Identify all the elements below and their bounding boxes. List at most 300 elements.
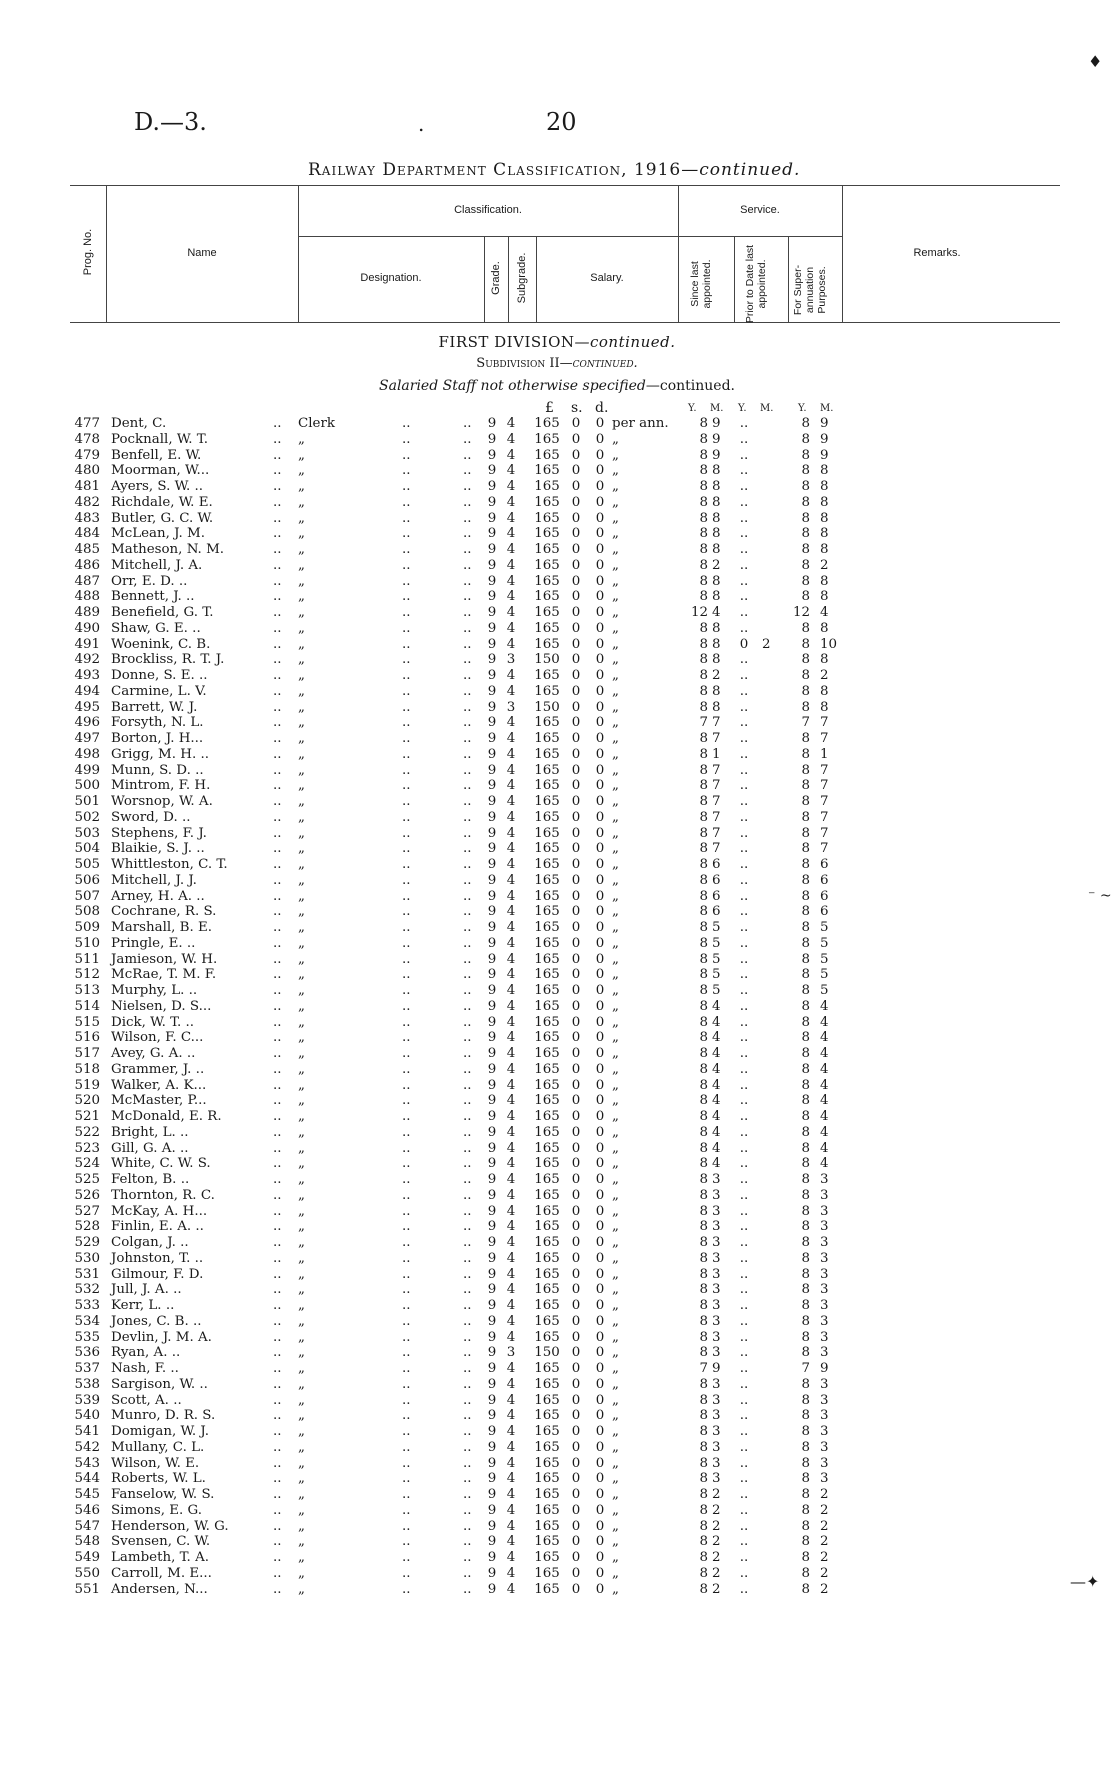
row-since-years: 8 [699,510,708,526]
leader-dots: .. [273,652,282,668]
row-salary-pounds: 165 [534,1014,560,1030]
row-grade: 9 [487,1093,497,1109]
row-since-years: 8 [699,652,708,668]
row-number: 539 [74,1392,100,1408]
row-since-months: 9 [712,1361,721,1376]
row-salary-shillings: 0 [571,447,581,463]
row-salary-period: „ [612,652,619,668]
row-salary-shillings: 0 [571,794,581,809]
leader-dots: .. [463,1140,472,1156]
table-row [0,967,1114,983]
row-since-years: 8 [699,794,708,809]
leader-dots: .. [273,746,282,762]
table-row [0,1440,1114,1456]
row-since-years: 7 [699,715,708,731]
row-salary-shillings: 0 [571,1329,581,1345]
row-number: 550 [74,1565,100,1581]
row-salary-pounds: 165 [534,447,560,463]
leader-dots: .. [402,589,411,605]
row-super-years: 8 [801,872,810,888]
row-super-months: 3 [820,1455,829,1471]
row-subgrade: 4 [506,1124,516,1140]
row-salary-period: „ [612,1219,619,1235]
row-subgrade: 4 [506,1172,516,1187]
row-grade: 9 [487,998,497,1014]
row-salary-period: „ [612,1581,619,1597]
row-number: 490 [74,620,100,636]
table-row [0,1424,1114,1440]
row-super-years: 8 [801,1376,810,1392]
row-designation: „ [298,998,305,1014]
leader-dots: .. [463,1109,472,1124]
row-prior-years: .. [739,1471,749,1487]
row-designation: „ [298,1345,305,1361]
row-since-months: 7 [712,778,721,794]
row-salary-shillings: 0 [571,1093,581,1109]
row-subgrade: 4 [506,951,516,967]
table-row [0,432,1114,448]
row-since-years: 8 [699,1408,708,1424]
row-salary-pounds: 165 [534,841,560,857]
row-salary-pence: 0 [595,620,605,636]
leader-dots: .. [463,1345,472,1361]
row-salary-pounds: 165 [534,1518,560,1534]
leader-dots: .. [463,951,472,967]
leader-dots: .. [402,463,411,479]
row-subgrade: 4 [506,1408,516,1424]
row-salary-pounds: 165 [534,935,560,951]
leader-dots: .. [273,620,282,636]
row-grade: 9 [487,1439,497,1455]
row-salary-shillings: 0 [571,809,581,825]
table-row [0,936,1114,952]
row-since-months: 3 [712,1439,721,1455]
leader-dots: .. [463,605,472,620]
row-number: 515 [74,1014,100,1030]
row-salary-period: „ [612,1250,619,1266]
table-row [0,700,1114,716]
row-subgrade: 4 [506,1439,516,1455]
leader-dots: .. [273,762,282,778]
leader-dots: .. [273,1581,282,1597]
row-prior-years: .. [739,668,749,683]
row-since-years: 8 [699,1439,708,1455]
row-grade: 9 [487,983,497,998]
leader-dots: .. [463,1077,472,1093]
leader-dots: .. [402,1046,411,1061]
row-salary-pounds: 165 [534,746,560,762]
leader-dots: .. [463,1282,472,1298]
row-since-years: 8 [699,1014,708,1030]
table-row [0,1393,1114,1409]
leader-dots: .. [463,1502,472,1518]
table-row [0,1582,1114,1598]
row-super-months: 3 [820,1172,829,1187]
row-salary-pounds: 165 [534,431,560,447]
row-salary-pence: 0 [595,1109,605,1124]
table-row [0,1471,1114,1487]
leader-dots: .. [402,1250,411,1266]
row-since-months: 5 [712,951,721,967]
row-designation: „ [298,526,305,542]
row-salary-shillings: 0 [571,1203,581,1219]
row-salary-period: „ [612,1187,619,1203]
row-salary-period: „ [612,447,619,463]
row-salary-pence: 0 [595,935,605,951]
leader-dots: .. [463,1408,472,1424]
row-designation: „ [298,983,305,998]
row-since-months: 4 [712,1109,721,1124]
row-salary-pence: 0 [595,825,605,841]
row-salary-pence: 0 [595,1439,605,1455]
row-subgrade: 4 [506,920,516,935]
row-salary-pence: 0 [595,809,605,825]
leader-dots: .. [402,1471,411,1487]
row-super-months: 6 [820,857,829,872]
leader-dots: .. [402,573,411,589]
leader-dots: .. [273,920,282,935]
row-super-months: 4 [820,1093,829,1109]
row-since-years: 8 [699,1298,708,1313]
row-prior-years: .. [739,1266,749,1282]
row-name: Jamieson, W. H. [111,951,218,967]
row-super-years: 8 [801,1219,810,1235]
row-salary-pounds: 165 [534,715,560,731]
row-prior-years: .. [739,557,749,573]
row-prior-years: .. [739,967,749,983]
row-salary-pounds: 165 [534,1282,560,1298]
row-salary-pounds: 165 [534,1203,560,1219]
row-prior-years: .. [739,1219,749,1235]
leader-dots: .. [402,605,411,620]
row-subgrade: 4 [506,857,516,872]
row-super-years: 8 [801,479,810,494]
table-row [0,1109,1114,1125]
leader-dots: .. [273,494,282,510]
row-salary-period: „ [612,762,619,778]
row-super-years: 8 [801,1565,810,1581]
row-salary-pounds: 165 [534,1187,560,1203]
row-salary-pence: 0 [595,1030,605,1046]
row-salary-pence: 0 [595,494,605,510]
leader-dots: .. [273,431,282,447]
table-row [0,1361,1114,1377]
leader-dots: .. [402,1187,411,1203]
table-row [0,952,1114,968]
row-subgrade: 4 [506,526,516,542]
row-super-years: 8 [801,951,810,967]
row-super-years: 12 [792,605,810,620]
row-salary-pence: 0 [595,1518,605,1534]
table-row [0,1487,1114,1503]
row-salary-shillings: 0 [571,431,581,447]
leader-dots: .. [273,463,282,479]
row-since-months: 4 [712,998,721,1014]
row-designation: „ [298,731,305,746]
row-super-years: 8 [801,1424,810,1439]
leader-dots: .. [402,542,411,557]
row-since-years: 8 [699,589,708,605]
row-name: Orr, E. D. .. [111,573,188,589]
row-designation: „ [298,715,305,731]
row-super-years: 8 [801,1203,810,1219]
row-super-months: 8 [820,699,829,715]
row-grade: 9 [487,1187,497,1203]
leader-dots: .. [273,904,282,920]
row-since-years: 8 [699,1046,708,1061]
row-prior-years: .. [739,1408,749,1424]
table-row [0,889,1114,905]
row-number: 495 [74,699,100,715]
row-salary-period: „ [612,510,619,526]
leader-dots: .. [463,794,472,809]
row-grade: 9 [487,1061,497,1077]
row-subgrade: 4 [506,1030,516,1046]
row-since-years: 8 [699,983,708,998]
row-grade: 9 [487,494,497,510]
row-subgrade: 4 [506,620,516,636]
leader-dots: .. [463,1187,472,1203]
leader-dots: .. [463,620,472,636]
row-super-years: 8 [801,557,810,573]
row-prior-years: .. [739,447,749,463]
table-row [0,589,1114,605]
row-super-years: 8 [801,920,810,935]
row-salary-shillings: 0 [571,463,581,479]
row-designation: „ [298,1093,305,1109]
row-designation: „ [298,1518,305,1534]
row-subgrade: 4 [506,1266,516,1282]
row-name: McDonald, E. R. [111,1109,222,1124]
row-super-months: 2 [820,1581,829,1597]
col-prog-no: Prog. No. [82,228,94,276]
leader-dots: .. [402,1235,411,1250]
row-prior-years: 0 [739,636,749,652]
row-designation: „ [298,778,305,794]
row-number: 537 [74,1361,100,1376]
row-prior-years: .. [739,1534,749,1550]
row-prior-years: .. [739,983,749,998]
row-subgrade: 4 [506,825,516,841]
leader-dots: .. [463,1219,472,1235]
row-since-months: 8 [712,636,721,652]
row-since-years: 8 [699,620,708,636]
row-number: 483 [74,510,100,526]
row-name: Pocknall, W. T. [111,431,208,447]
row-since-months: 8 [712,620,721,636]
row-salary-period: „ [612,920,619,935]
leader-dots: .. [463,983,472,998]
row-salary-pence: 0 [595,1345,605,1361]
row-grade: 9 [487,1219,497,1235]
row-super-years: 8 [801,589,810,605]
row-prior-years: .. [739,1298,749,1313]
row-since-years: 8 [699,1518,708,1534]
table-body [0,416,1114,1597]
row-prior-months: 2 [762,636,771,652]
row-super-years: 8 [801,510,810,526]
row-salary-shillings: 0 [571,1109,581,1124]
leader-dots: .. [463,1439,472,1455]
row-prior-years: .. [739,920,749,935]
row-salary-period: „ [612,494,619,510]
row-salary-pence: 0 [595,1140,605,1156]
row-number: 478 [74,431,100,447]
row-salary-period: „ [612,1124,619,1140]
row-salary-pence: 0 [595,857,605,872]
table-row [0,1156,1114,1172]
row-since-months: 3 [712,1471,721,1487]
row-salary-period: „ [612,542,619,557]
row-since-years: 8 [699,1093,708,1109]
row-name: Jull, J. A. .. [111,1282,182,1298]
leader-dots: .. [402,447,411,463]
col-superannuation: For Super-annuation Purposes. [792,264,828,316]
row-since-months: 2 [712,1518,721,1534]
margin-mark-bottom: —✦ [1070,1572,1100,1591]
row-salary-pence: 0 [595,1235,605,1250]
row-salary-pence: 0 [595,920,605,935]
row-super-years: 8 [801,1030,810,1046]
row-salary-pence: 0 [595,1424,605,1439]
row-since-years: 8 [699,1061,708,1077]
row-since-months: 8 [712,573,721,589]
table-row [0,920,1114,936]
row-super-years: 8 [801,526,810,542]
leader-dots: .. [402,1424,411,1439]
row-prior-years: .. [739,699,749,715]
row-super-years: 7 [801,1361,810,1376]
row-prior-years: .. [739,1203,749,1219]
row-subgrade: 3 [506,699,516,715]
row-since-months: 8 [712,463,721,479]
row-super-months: 4 [820,1014,829,1030]
row-since-months: 2 [712,557,721,573]
row-salary-period: „ [612,1140,619,1156]
leader-dots: .. [273,605,282,620]
row-designation: „ [298,825,305,841]
subdivision-heading: Subdivision II—continued. [476,356,638,371]
leader-dots: .. [273,731,282,746]
row-salary-shillings: 0 [571,494,581,510]
row-super-months: 3 [820,1329,829,1345]
row-grade: 9 [487,479,497,494]
row-salary-period: „ [612,1424,619,1439]
row-number: 500 [74,778,100,794]
row-designation: „ [298,510,305,526]
row-salary-period: „ [612,841,619,857]
leader-dots: .. [402,1203,411,1219]
row-number: 482 [74,494,100,510]
row-salary-period: „ [612,967,619,983]
row-subgrade: 4 [506,1502,516,1518]
row-prior-years: .. [739,1093,749,1109]
row-number: 546 [74,1502,100,1518]
table-row [0,794,1114,810]
row-super-months: 8 [820,573,829,589]
row-designation: „ [298,951,305,967]
row-designation: „ [298,809,305,825]
row-super-years: 8 [801,416,810,431]
row-salary-period: „ [612,1298,619,1313]
row-super-months: 3 [820,1298,829,1313]
leader-dots: .. [402,1439,411,1455]
row-subgrade: 4 [506,416,516,431]
leader-dots: .. [463,731,472,746]
row-subgrade: 4 [506,1203,516,1219]
row-salary-pence: 0 [595,1219,605,1235]
leader-dots: .. [273,1156,282,1172]
row-salary-period: „ [612,1077,619,1093]
row-salary-pence: 0 [595,1266,605,1282]
leader-dots: .. [463,1313,472,1329]
leader-dots: .. [273,668,282,683]
table-row [0,1141,1114,1157]
row-super-months: 4 [820,1077,829,1093]
row-designation: „ [298,1502,305,1518]
row-subgrade: 4 [506,1455,516,1471]
row-salary-period: „ [612,1408,619,1424]
row-since-years: 8 [699,935,708,951]
row-designation: „ [298,542,305,557]
row-designation: „ [298,1361,305,1376]
row-salary-period: „ [612,1235,619,1250]
row-super-years: 8 [801,1345,810,1361]
row-since-months: 9 [712,416,721,431]
row-name: Avey, G. A. .. [111,1046,196,1061]
row-super-months: 8 [820,589,829,605]
row-salary-period: „ [612,904,619,920]
row-grade: 9 [487,857,497,872]
leader-dots: .. [402,998,411,1014]
row-salary-shillings: 0 [571,1014,581,1030]
row-salary-pence: 0 [595,904,605,920]
leader-dots: .. [463,746,472,762]
leader-dots: .. [402,1298,411,1313]
leader-dots: .. [402,1313,411,1329]
row-salary-shillings: 0 [571,1424,581,1439]
row-subgrade: 4 [506,1534,516,1550]
table-row [0,841,1114,857]
leader-dots: .. [402,620,411,636]
row-salary-shillings: 0 [571,1581,581,1597]
row-salary-pounds: 165 [534,1140,560,1156]
row-salary-period: „ [612,1093,619,1109]
row-super-months: 7 [820,778,829,794]
leader-dots: .. [273,1250,282,1266]
row-super-years: 8 [801,1392,810,1408]
leader-dots: .. [402,1014,411,1030]
row-grade: 9 [487,652,497,668]
row-grade: 9 [487,1424,497,1439]
leader-dots: .. [273,1361,282,1376]
row-super-months: 3 [820,1235,829,1250]
row-number: 530 [74,1250,100,1266]
row-number: 525 [74,1172,100,1187]
row-salary-shillings: 0 [571,416,581,431]
table-row [0,1267,1114,1283]
row-number: 527 [74,1203,100,1219]
row-salary-pounds: 165 [534,1030,560,1046]
col-prior-to: Prior to Date last appointed. [744,244,768,324]
row-grade: 9 [487,1266,497,1282]
row-since-years: 8 [699,778,708,794]
row-salary-pounds: 165 [534,983,560,998]
row-salary-pence: 0 [595,1061,605,1077]
leader-dots: .. [463,809,472,825]
row-since-years: 8 [699,1030,708,1046]
row-super-months: 5 [820,935,829,951]
